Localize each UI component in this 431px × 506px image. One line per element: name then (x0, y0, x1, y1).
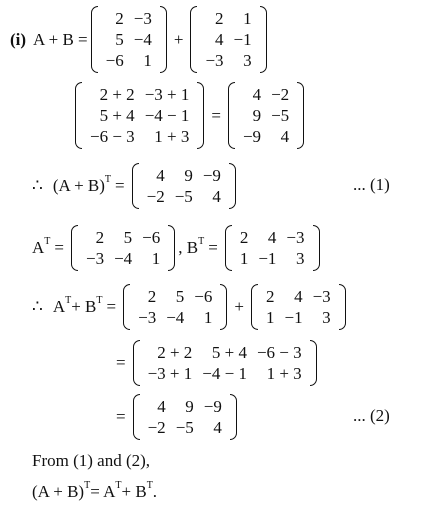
matrix-entry: −1 (233, 30, 252, 49)
matrix-entry: 4 (252, 85, 262, 104)
matrix-sum-result (228, 82, 304, 149)
conclusion-end: . (152, 482, 158, 501)
equation-line-4 (32, 225, 323, 271)
matrix-row (101, 8, 157, 29)
matrix-entry: −3 + 1 (147, 364, 193, 383)
matrix-entry: 2 (147, 287, 157, 306)
matrix-entries (81, 227, 165, 269)
matrix-entry: 4 (156, 166, 165, 185)
transpose-mark: T (84, 479, 91, 491)
matrix-row (142, 165, 226, 186)
equals-sign: = (115, 176, 125, 195)
A-label: A (32, 238, 45, 257)
equation-number-2: ... (2) (353, 406, 390, 425)
matrix-entry: 2 (95, 228, 105, 247)
matrix-transpose-sum-result (133, 394, 237, 440)
right-bracket (220, 284, 227, 330)
conclusion (32, 479, 158, 502)
matrix-entries (261, 286, 336, 328)
conclusion-mid2: + B (121, 482, 147, 501)
matrix-entries (101, 8, 157, 71)
sum-lhs: A + B = (33, 29, 88, 49)
matrix-entry: 1 (265, 308, 275, 327)
matrix-B-transpose (251, 284, 346, 330)
equals-sign: = (116, 407, 126, 426)
matrix-row (238, 105, 294, 126)
matrix-entry: 2 (239, 228, 249, 247)
left-bracket (75, 82, 82, 149)
matrix-row (81, 248, 165, 269)
matrix-entry: 4 (215, 30, 224, 49)
matrix-B-transpose (225, 225, 320, 271)
matrix-row (85, 105, 194, 126)
matrix-entry: −5 (174, 187, 193, 206)
matrix-entry: 1 (239, 249, 249, 268)
matrix-entry: −4 − 1 (202, 364, 247, 383)
matrix-entry: 4 (294, 287, 303, 306)
matrix-entry: −3 (138, 308, 157, 327)
matrix-row (235, 227, 310, 248)
equation-number-1: ... (1) (353, 175, 390, 194)
matrix-entry: 3 (322, 308, 331, 327)
matrix-row (200, 29, 256, 50)
right-bracket (230, 394, 237, 440)
matrix-entry: −3 + 1 (144, 85, 190, 104)
matrix-row (133, 286, 217, 307)
matrix-entry: 4 (212, 187, 221, 206)
matrix-entry: −9 (202, 166, 221, 185)
matrix-entry: −6 (142, 228, 161, 247)
right-bracket (160, 6, 167, 73)
conclusion-lhs: (A + B) (32, 482, 85, 501)
equation-line-2 (72, 82, 307, 149)
left-bracket (91, 6, 98, 73)
matrix-entry: 5 + 4 (99, 106, 135, 125)
matrix-entry: 1 (151, 249, 161, 268)
matrix-entries (142, 165, 226, 207)
B-label: , B (178, 238, 199, 257)
transpose-mark: T (65, 294, 72, 306)
matrix-A (91, 6, 167, 73)
matrix-entry: −2 (146, 187, 165, 206)
matrix-entry: 3 (296, 249, 305, 268)
transpose-mark: T (96, 294, 103, 306)
therefore-symbol: ∴ (32, 176, 43, 195)
matrix-sum-expanded (75, 82, 204, 149)
matrix-row (143, 396, 227, 417)
left-bracket (71, 225, 78, 271)
matrix-row (101, 50, 157, 71)
matrix-entry: 4 (213, 418, 222, 437)
matrix-entry: 3 (243, 51, 252, 70)
matrix-row (200, 8, 256, 29)
matrix-entries (200, 8, 256, 71)
matrix-row (261, 307, 336, 328)
conclusion-mid: = A (90, 482, 116, 501)
left-bracket (133, 394, 140, 440)
matrix-transpose-sum-expanded (133, 340, 317, 386)
matrix-row (142, 186, 226, 207)
part-label: (i) (10, 29, 27, 49)
transpose-mark: T (104, 173, 112, 185)
matrix-entry: −3 (312, 287, 331, 306)
matrix-entry: −2 (271, 85, 290, 104)
matrix-entry: 1 (203, 308, 213, 327)
right-bracket (260, 6, 267, 73)
matrix-row (261, 286, 336, 307)
matrix-entry: −6 − 3 (90, 127, 135, 146)
matrix-entry: 1 + 3 (154, 127, 190, 146)
matrix-entry: 5 + 4 (211, 343, 247, 362)
left-bracket (123, 284, 130, 330)
matrix-row (238, 84, 294, 105)
matrix-entry: −4 − 1 (144, 106, 190, 125)
equation-line-6 (112, 340, 320, 386)
matrix-entry: −3 (205, 51, 224, 70)
matrix-entry: 1 (143, 51, 152, 70)
right-bracket (168, 225, 175, 271)
equals-sign: = (106, 297, 117, 316)
plus-sign: + (234, 297, 244, 316)
matrix-entry: 1 + 3 (266, 364, 302, 383)
matrix-entry: −5 (175, 418, 194, 437)
matrix-entry: 4 (157, 397, 166, 416)
matrix-row (101, 29, 157, 50)
equation-line-1 (10, 6, 270, 73)
matrix-entries (133, 286, 217, 328)
matrix-entry: 4 (280, 127, 290, 146)
matrix-A-transpose (71, 225, 175, 271)
matrix-sum-transpose (132, 163, 236, 209)
matrix-entry: 2 + 2 (99, 85, 135, 104)
matrix-entry: 2 + 2 (157, 343, 193, 362)
matrix-entry: 9 (185, 397, 194, 416)
matrix-entry: 2 (215, 9, 224, 28)
matrix-entry: 9 (252, 106, 262, 125)
matrix-entries (235, 227, 310, 269)
matrix-entry: 5 (123, 228, 133, 247)
matrix-row (133, 307, 217, 328)
plus-B-label: + B (71, 297, 97, 316)
equals-sign: = (208, 238, 218, 257)
matrix-entry: −1 (284, 308, 303, 327)
matrix-entry: −1 (258, 249, 277, 268)
matrix-row (200, 50, 256, 71)
transpose-mark: T (146, 479, 153, 491)
matrix-entry: −3 (133, 9, 152, 28)
matrix-entry: −6 (194, 287, 213, 306)
matrix-entry: −4 (166, 308, 185, 327)
matrix-entries (85, 84, 194, 147)
equals-sign: = (211, 105, 221, 125)
left-bracket (228, 82, 235, 149)
therefore-symbol: ∴ (32, 297, 43, 316)
right-bracket (339, 284, 346, 330)
matrix-entry: −3 (286, 228, 305, 247)
equals-sign: = (54, 238, 64, 257)
matrix-entry: −9 (203, 397, 222, 416)
matrix-entry: 2 (265, 287, 275, 306)
A-label: A (52, 297, 66, 316)
right-bracket (197, 82, 204, 149)
left-bracket (132, 163, 139, 209)
right-bracket (297, 82, 304, 149)
matrix-entry: −3 (85, 249, 105, 268)
matrix-entry: −6 (105, 51, 124, 70)
matrix-row (143, 363, 307, 384)
matrix-row (85, 126, 194, 147)
matrix-row (238, 126, 294, 147)
matrix-entries (238, 84, 294, 147)
matrix-entry: −4 (114, 249, 133, 268)
matrix-entry: −2 (147, 418, 166, 437)
left-bracket (225, 225, 232, 271)
equation-line-7 (112, 394, 240, 440)
matrix-A-transpose (123, 284, 227, 330)
left-bracket (190, 6, 197, 73)
matrix-entry: 2 (115, 9, 124, 28)
matrix-row (81, 227, 165, 248)
matrix-entry: −6 − 3 (256, 343, 302, 362)
equation-line-5 (32, 284, 349, 330)
matrix-entry: −9 (242, 127, 262, 146)
transpose-mark: T (44, 235, 51, 247)
matrix-row (143, 417, 227, 438)
left-bracket (251, 284, 258, 330)
matrix-entries (143, 396, 227, 438)
matrix-entry: 9 (184, 166, 193, 185)
matrix-entry: 4 (267, 228, 277, 247)
left-bracket (133, 340, 140, 386)
equals-sign: = (116, 353, 126, 372)
right-bracket (310, 340, 317, 386)
transpose-mark: T (198, 235, 205, 247)
matrix-row (85, 84, 194, 105)
matrix-entry: 5 (115, 30, 124, 49)
from-text: From (1) and (2), (32, 451, 151, 470)
matrix-B (190, 6, 266, 73)
right-bracket (313, 225, 320, 271)
plus-sign: + (173, 29, 184, 49)
matrix-row (143, 342, 307, 363)
transpose-lhs: (A + B) (52, 176, 105, 195)
matrix-entries (143, 342, 307, 384)
right-bracket (229, 163, 236, 209)
equation-line-3 (32, 163, 239, 209)
matrix-entry: 1 (243, 9, 252, 28)
matrix-entry: −4 (133, 30, 152, 49)
matrix-row (235, 248, 310, 269)
matrix-entry: 5 (175, 287, 185, 306)
transpose-mark: T (115, 479, 122, 491)
matrix-entry: −5 (271, 106, 290, 125)
